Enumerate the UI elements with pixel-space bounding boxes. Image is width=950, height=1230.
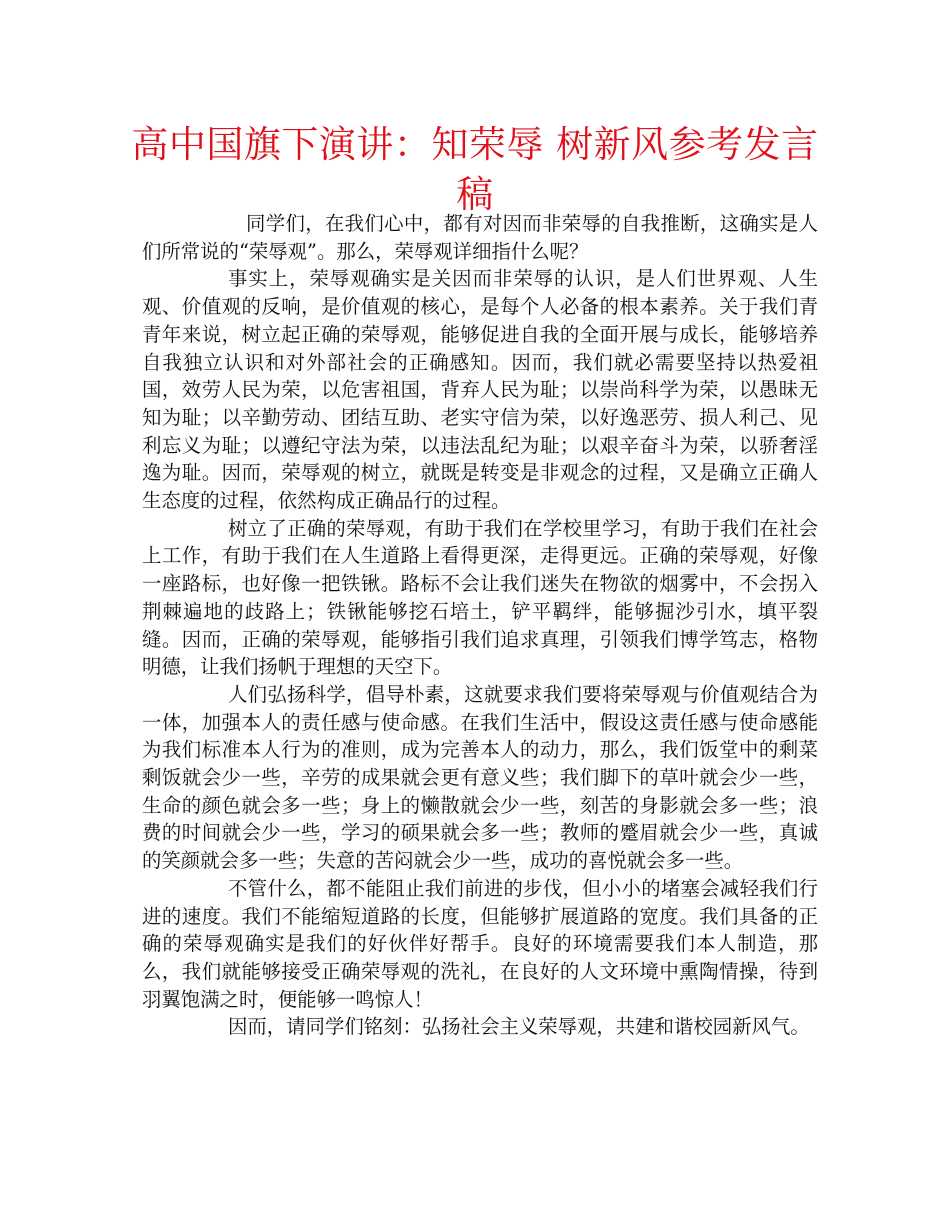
- paragraph: 不管什么，都不能阻止我们前进的步伐，但小小的堵塞会减轻我们行进的速度。我们不能缩短道路的长度，但能够扩展道路的宽度。我们具备的正确的荣辱观确实是我们的好伙伴好帮手。良好的环境需要我们本人制造，那么，我们就能够接受正确荣辱观的洗礼，在良好的人文环境中熏陶情操，待到羽翼饱满之时，便能够一鸣惊人！: [142, 876, 818, 1011]
- paragraph: 同学们，在我们心中，都有对因而非荣辱的自我推断，这确实是人们所常说的“荣辱观”。那么，荣辱观详细指什么呢？: [142, 212, 818, 263]
- paragraph: 因而，请同学们铭刻：弘扬社会主义荣辱观，共建和谐校园新风气。: [228, 1015, 810, 1039]
- paragraph: 事实上，荣辱观确实是关因而非荣辱的认识，是人们世界观、人生观、价值观的反响，是价值观的核心，是每个人必备的根本素养。关于我们青青年来说，树立起正确的荣辱观，能够促进自我的全面开展与成长，能够培养自我独立认识和对外部社会的正确感知。因而，我们就必需要坚持以热爱祖国，效劳人民为荣，以危害祖国，背弃人民为耻；以崇尚科学为荣，以愚昧无知为耻；以辛勤劳动、团结互助、老实守信为荣，以好逸恶劳、损人利己、见利忘义为耻；以遵纪守法为荣，以违法乱纪为耻；以艰辛奋斗为荣，以骄奢淫逸为耻。因而，荣辱观的树立，就既是转变是非观念的过程，又是确立正确人生态度的过程，依然构成正确品行的过程。: [142, 267, 818, 513]
- document-title: 高中国旗下演讲：知荣辱 树新风参考发言稿: [131, 123, 819, 216]
- paragraph: 树立了正确的荣辱观，有助于我们在学校里学习，有助于我们在社会上工作，有助于我们在人生道路上看得更深，走得更远。正确的荣辱观，好像一座路标，也好像一把铁锹。路标不会让我们迷失在物欲的烟雾中，不会拐入荆棘遍地的歧路上；铁锹能够挖石培土，铲平羁绊，能够掘沙引水，填平裂缝。因而，正确的荣辱观，能够指引我们追求真理，引领我们博学笃志，格物明德，让我们扬帆于理想的天空下。: [142, 516, 818, 679]
- document-body: [142, 210, 818, 1041]
- paragraph: 人们弘扬科学，倡导朴素，这就要求我们要将荣辱观与价值观结合为一体，加强本人的责任感与使命感。在我们生活中，假设这责任感与使命感能为我们标准本人行为的准则，成为完善本人的动力，那么，我们饭堂中的剩菜剩饭就会少一些，辛劳的成果就会更有意义些；我们脚下的草叶就会少一些，生命的颜色就会多一些；身上的懒散就会少一些，刻苦的身影就会多一些；浪费的时间就会少一些，学习的硕果就会多一些；教师的蹙眉就会少一些，真诚的笑颜就会多一些；失意的苦闷就会少一些，成功的喜悦就会多一些。: [142, 682, 818, 873]
